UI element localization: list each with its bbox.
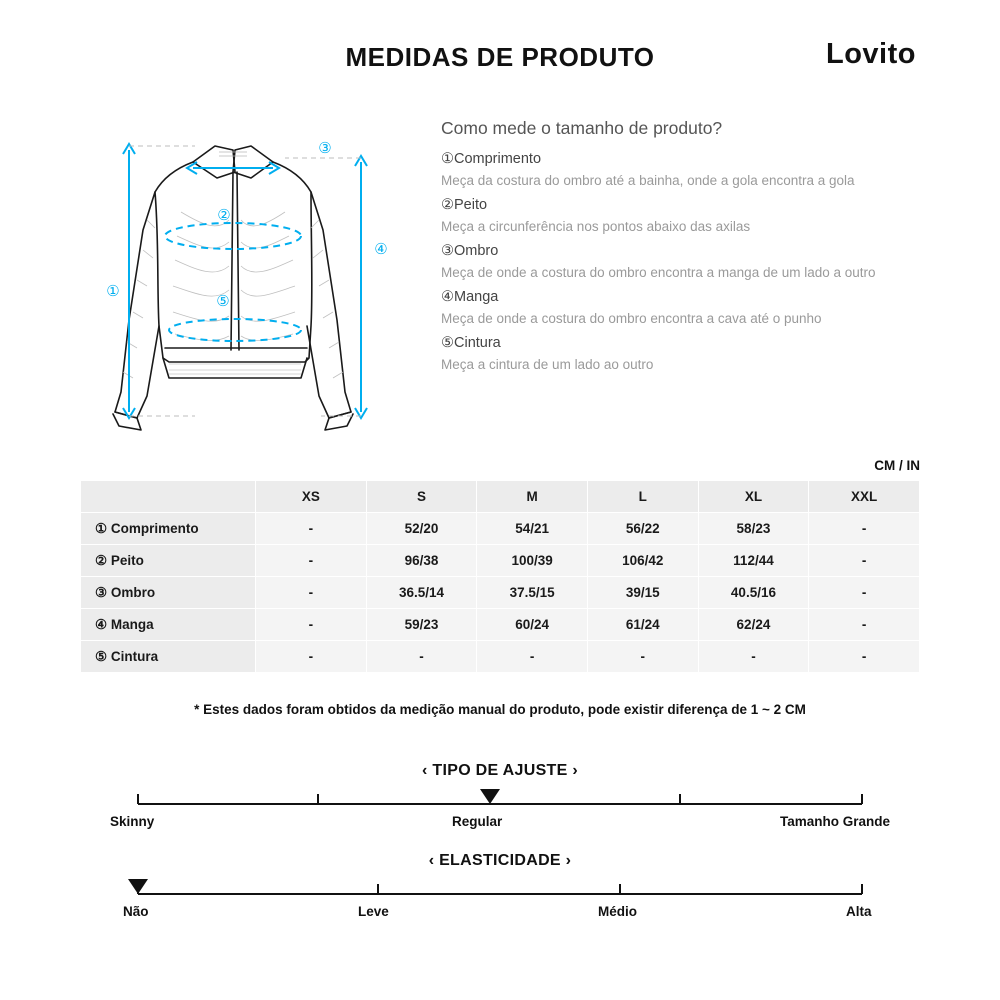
cell-ombro-s: 36.5/14 [366, 577, 477, 609]
measurement-note: * Estes dados foram obtidos da medição manual do produto, pode existir diferença de 1 ~ 2 CM [194, 702, 806, 717]
cell-comprimento-xs: - [256, 513, 367, 545]
garment-illustration [85, 120, 425, 440]
measure-desc-1: Meça da costura do ombro até a bainha, onde a gola encontra a gola [441, 172, 855, 188]
measure-item-2 [441, 195, 941, 237]
elasticity-label-nao: Não [123, 904, 149, 919]
row-label-cintura: ⑤ Cintura [81, 641, 256, 673]
cell-ombro-l: 39/15 [587, 577, 698, 609]
cell-cintura-xl: - [698, 641, 809, 673]
table-col-m: M [477, 481, 588, 513]
cell-comprimento-xxl: - [809, 513, 920, 545]
measure-name-4: ④Manga [441, 289, 499, 305]
cell-manga-l: 61/24 [587, 609, 698, 641]
table-row [81, 609, 920, 641]
elasticity-label-leve: Leve [358, 904, 389, 919]
size-table [80, 480, 920, 673]
callout-3: ③ [318, 140, 332, 157]
measure-name-1: ①Comprimento [441, 151, 542, 167]
elasticity-scale-axis [110, 870, 890, 904]
cell-manga-xxl: - [809, 609, 920, 641]
measure-item-1 [441, 149, 941, 191]
elasticity-scale [110, 852, 890, 924]
measure-name-5: ⑤Cintura [441, 335, 501, 351]
measure-item-4 [441, 287, 941, 329]
cell-ombro-xxl: - [809, 577, 920, 609]
row-label-manga: ④ Manga [81, 609, 256, 641]
callout-5: ⑤ [216, 293, 230, 310]
cell-peito-m: 100/39 [477, 545, 588, 577]
table-col-xl: XL [698, 481, 809, 513]
cell-comprimento-l: 56/22 [587, 513, 698, 545]
row-label-ombro: ③ Ombro [81, 577, 256, 609]
table-corner-cell [81, 481, 256, 513]
fit-scale-axis [110, 780, 890, 814]
measure-item-3 [441, 241, 941, 283]
fit-type-scale [110, 762, 890, 834]
measure-name-2: ②Peito [441, 197, 488, 213]
table-row [81, 641, 920, 673]
measure-desc-4: Meça de onde a costura do ombro encontra a cava até o punho [441, 310, 822, 326]
measure-desc-5: Meça a cintura de um lado ao outro [441, 356, 654, 372]
fit-scale-title: ‹ TIPO DE AJUSTE › [422, 762, 578, 779]
cell-cintura-xs: - [256, 641, 367, 673]
brand-logo: Lovito [826, 38, 916, 70]
cell-peito-xs: - [256, 545, 367, 577]
table-row [81, 545, 920, 577]
cell-manga-xs: - [256, 609, 367, 641]
cell-cintura-l: - [587, 641, 698, 673]
cell-cintura-xxl: - [809, 641, 920, 673]
measure-desc-2: Meça a circunferência nos pontos abaixo das axilas [441, 218, 751, 234]
fit-label-oversize: Tamanho Grande [779, 814, 890, 829]
cell-peito-s: 96/38 [366, 545, 477, 577]
table-col-xs: XS [256, 481, 367, 513]
table-col-l: L [587, 481, 698, 513]
cell-comprimento-m: 54/21 [477, 513, 588, 545]
unit-label: CM / IN [874, 458, 920, 473]
measure-name-3: ③Ombro [441, 243, 499, 259]
cell-manga-s: 59/23 [366, 609, 477, 641]
cell-ombro-xs: - [256, 577, 367, 609]
how-to-measure-section [441, 118, 941, 379]
elasticity-label-medio: Médio [598, 904, 637, 919]
table-header-row [81, 481, 920, 513]
callout-1: ① [106, 283, 120, 300]
fit-scale-labels [110, 814, 890, 834]
elasticity-label-alta: Alta [846, 904, 872, 919]
table-col-s: S [366, 481, 477, 513]
cell-manga-m: 60/24 [477, 609, 588, 641]
cell-peito-xxl: - [809, 545, 920, 577]
row-label-comprimento: ① Comprimento [81, 513, 256, 545]
cell-peito-xl: 112/44 [698, 545, 809, 577]
measure-desc-3: Meça de onde a costura do ombro encontra a manga de um lado a outro [441, 264, 876, 280]
cell-cintura-s: - [366, 641, 477, 673]
cell-manga-xl: 62/24 [698, 609, 809, 641]
fit-label-regular: Regular [452, 814, 503, 829]
cell-comprimento-s: 52/20 [366, 513, 477, 545]
cell-cintura-m: - [477, 641, 588, 673]
header [0, 38, 1000, 86]
cell-ombro-m: 37.5/15 [477, 577, 588, 609]
cell-ombro-xl: 40.5/16 [698, 577, 809, 609]
how-to-title: Como mede o tamanho de produto? [441, 118, 723, 138]
callout-2: ② [217, 207, 231, 224]
table-col-xxl: XXL [809, 481, 920, 513]
elasticity-scale-title: ‹ ELASTICIDADE › [428, 852, 572, 869]
measure-item-5 [441, 333, 941, 375]
cell-peito-l: 106/42 [587, 545, 698, 577]
fit-label-skinny: Skinny [110, 814, 155, 829]
table-row [81, 577, 920, 609]
page-title: MEDIDAS DE PRODUTO [345, 42, 655, 72]
cell-comprimento-xl: 58/23 [698, 513, 809, 545]
elasticity-scale-labels [110, 904, 890, 924]
callout-4: ④ [374, 241, 388, 258]
row-label-peito: ② Peito [81, 545, 256, 577]
table-row [81, 513, 920, 545]
